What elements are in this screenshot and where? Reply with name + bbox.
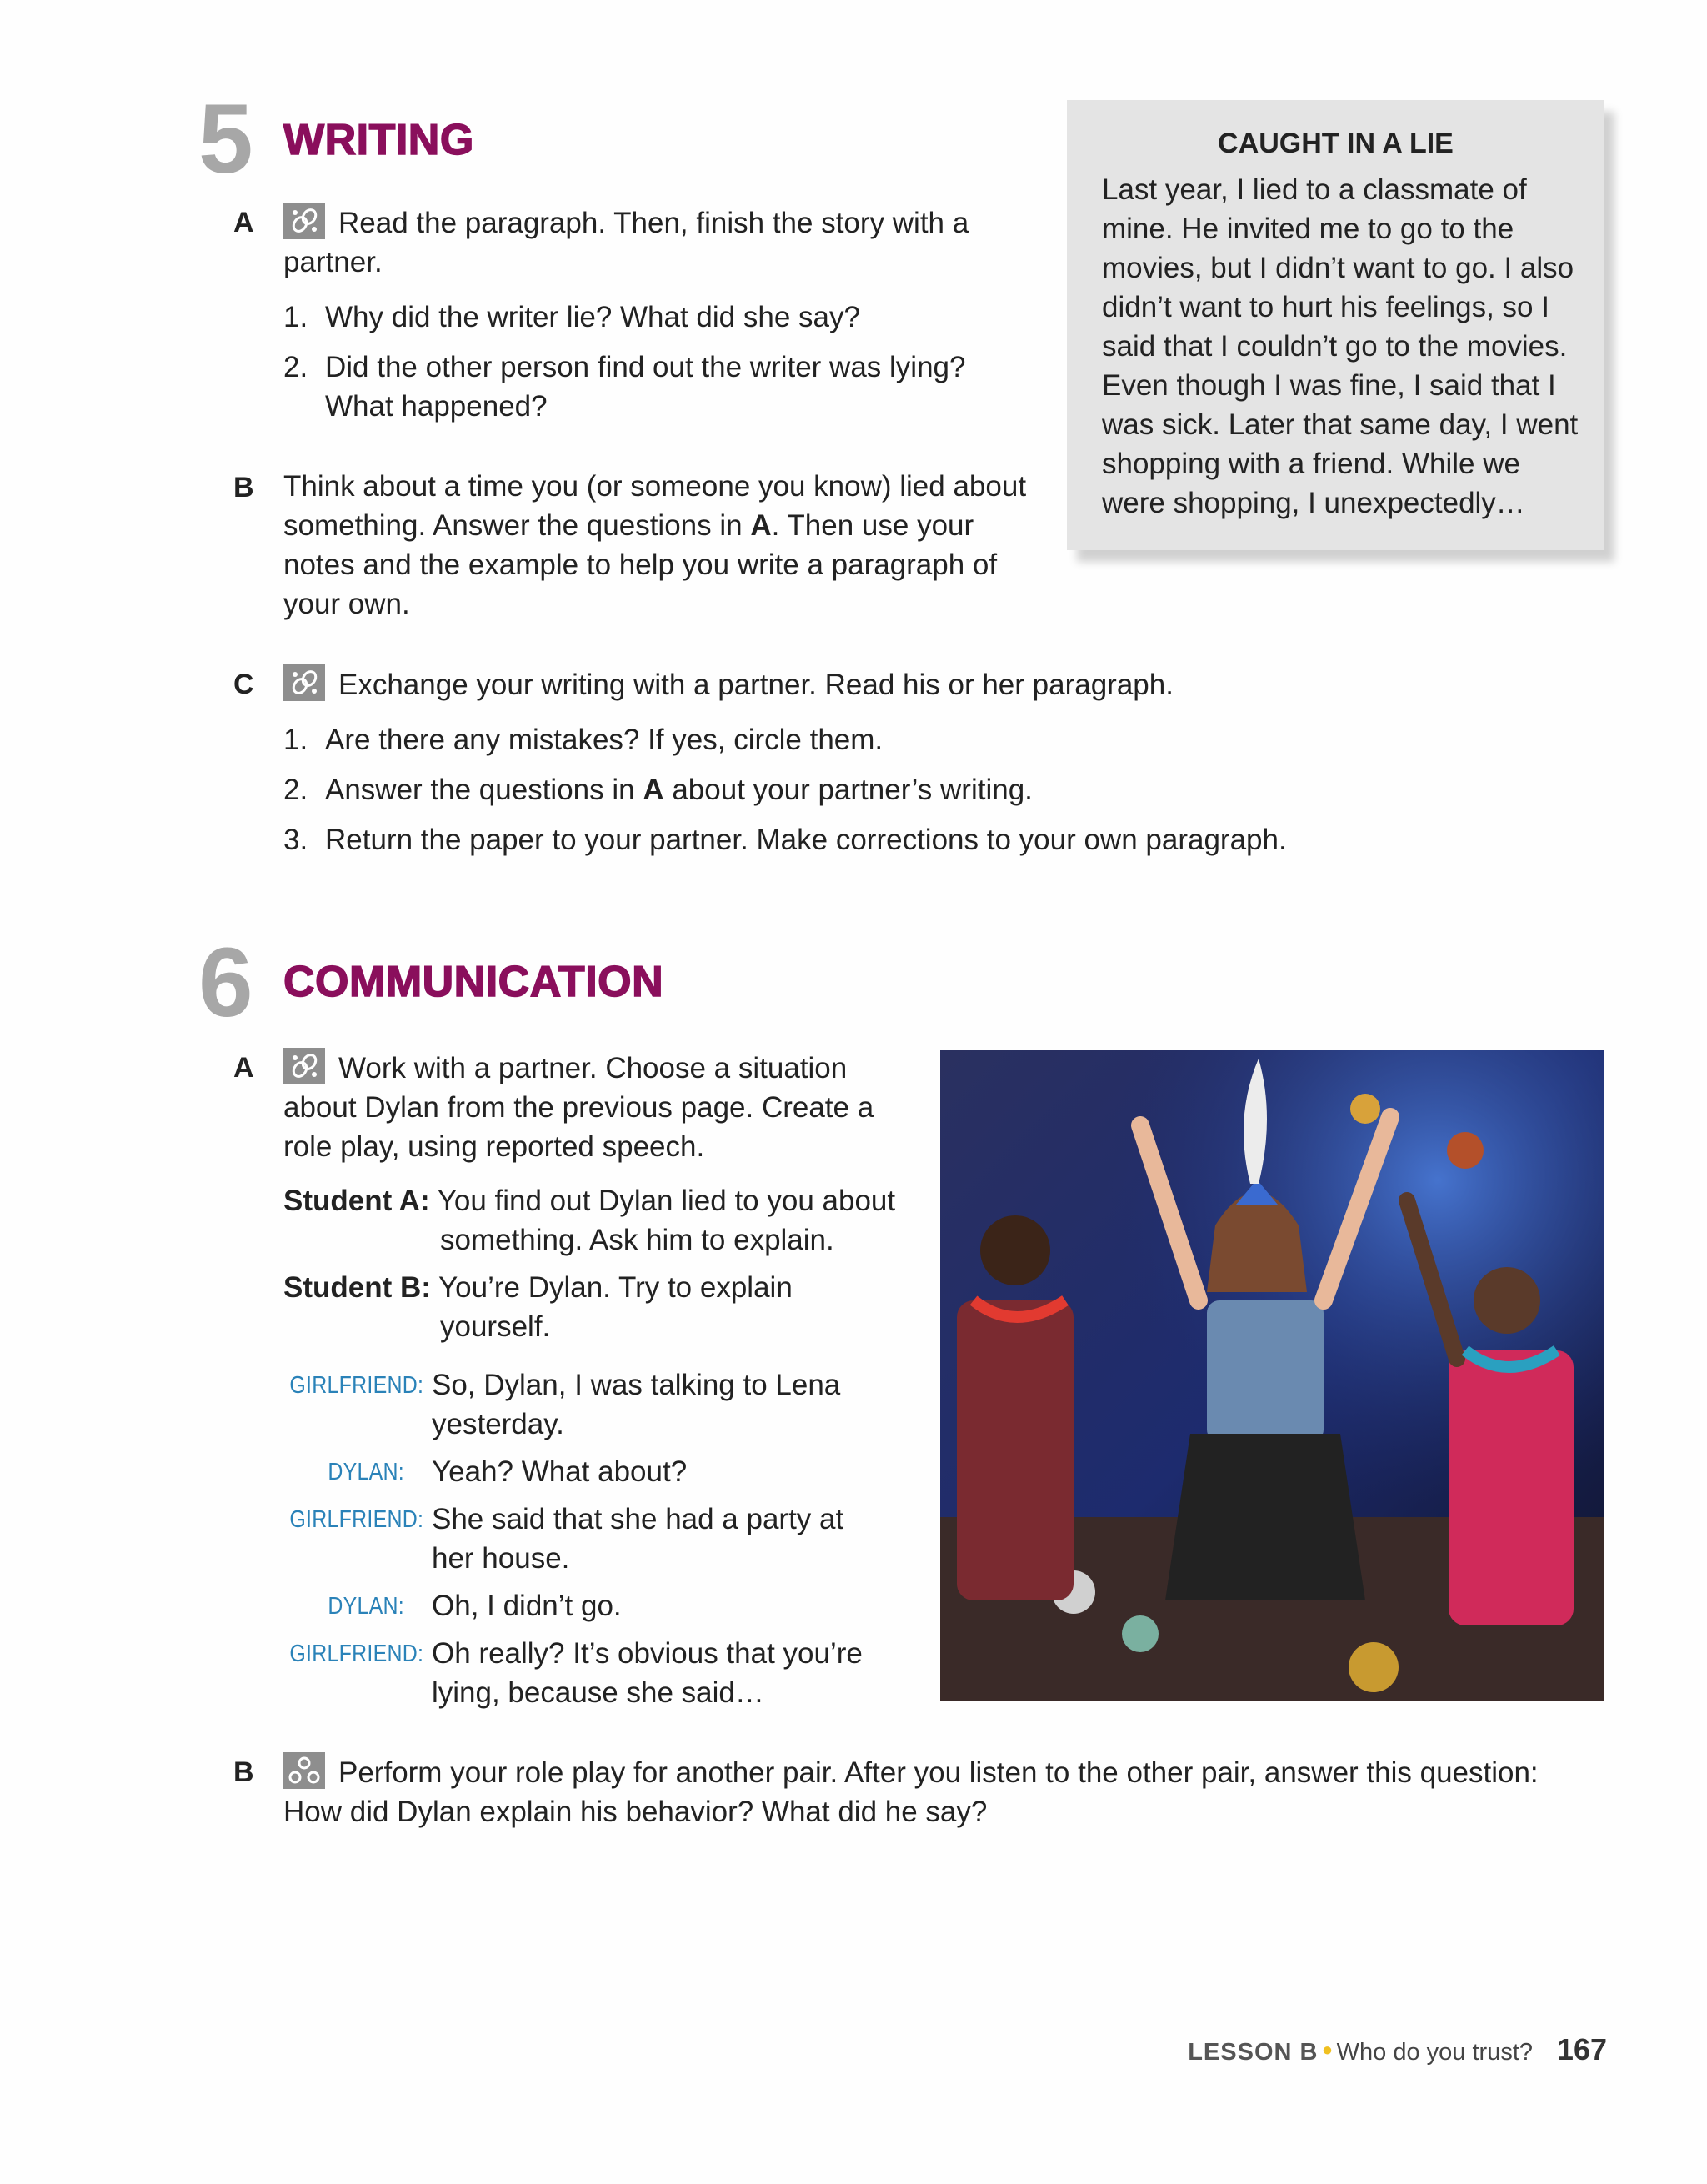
callout-line: Last year, I lied to a classmate of [1102, 173, 1527, 206]
section-title-communication: COMMUNICATION [283, 958, 664, 1006]
item-text-end: about your partner’s writing. [663, 774, 1033, 806]
speaker-label: GIRLFRIEND: [289, 1372, 424, 1399]
writing-b-line4: your own. [283, 588, 410, 620]
dialogue-line1: Oh, I didn’t go. [432, 1590, 622, 1622]
writing-c-instructions [283, 664, 1617, 704]
communication-b-instructions [283, 1752, 1634, 1831]
writing-c-text: Exchange your writing with a partner. Read his or her paragraph. [338, 669, 1174, 701]
section-number-6: 6 [198, 928, 250, 1038]
item-letter-a: A [233, 207, 254, 238]
dialogue-line [275, 1365, 925, 1452]
item-letter-b: B [233, 1756, 254, 1788]
dialogue-line [275, 1586, 925, 1634]
question-text: Why did the writer lie? What did she say? [325, 301, 860, 333]
item-text: Answer the questions in [325, 774, 643, 806]
dialogue-text [432, 1500, 843, 1578]
list-number: 2. [283, 774, 308, 806]
role-text-cont: something. Ask him to explain. [440, 1224, 834, 1256]
list-item [283, 820, 1617, 859]
writing-c-items [283, 720, 1617, 870]
role-student-b [283, 1268, 934, 1346]
page-footer [1188, 2032, 1607, 2067]
dialogue-line2: yesterday. [432, 1408, 564, 1440]
party-photo-illustration [940, 1050, 1604, 1701]
callout-line: was sick. Later that same day, I went [1102, 408, 1579, 441]
communication-a-line3: role play, using reported speech. [283, 1130, 705, 1163]
speaker-label: DYLAN: [328, 1593, 404, 1620]
party-photo [940, 1050, 1604, 1701]
list-number: 2. [283, 351, 308, 383]
role-text: You’re Dylan. Try to explain [438, 1271, 793, 1304]
communication-a-instructions [283, 1048, 925, 1166]
question-text: Did the other person find out the writer was lying? [325, 351, 966, 383]
dialogue-text [432, 1365, 840, 1444]
writing-a-line2: partner. [283, 246, 383, 278]
pair-work-icon [283, 203, 325, 239]
writing-a-line1: Read the paragraph. Then, finish the story with a [338, 207, 969, 239]
bold-ref: A [643, 774, 664, 806]
item-letter-a: A [233, 1052, 254, 1084]
section-number-5: 5 [198, 84, 250, 194]
dialogue-text [432, 1452, 687, 1491]
writing-a-questions [283, 298, 1017, 437]
list-number: 1. [283, 724, 308, 756]
role-student-a [283, 1181, 934, 1260]
page-number: 167 [1556, 2032, 1607, 2066]
dialogue-line2: lying, because she said… [432, 1676, 764, 1709]
question-text-cont: What happened? [325, 390, 548, 423]
item-text: Are there any mistakes? If yes, circle them. [325, 724, 884, 756]
list-item [283, 720, 1617, 759]
writing-b-line2: something. Answer the questions in [283, 509, 751, 542]
item-text: Return the paper to your partner. Make corrections to your own paragraph. [325, 824, 1287, 856]
callout-line: were shopping, I unexpectedly… [1102, 487, 1525, 519]
writing-b-line3: notes and the example to help you write a paragraph of [283, 549, 998, 581]
speaker-label: GIRLFRIEND: [289, 1506, 424, 1533]
dialogue-line1: She said that she had a party at [432, 1503, 844, 1535]
section-title-writing: WRITING [283, 116, 474, 164]
item-letter-b: B [233, 472, 254, 503]
footer-lesson-title: Who do you trust? [1336, 2039, 1534, 2066]
pair-work-icon [283, 1048, 325, 1084]
callout-line: mine. He invited me to go to the [1102, 213, 1514, 245]
communication-a-line1: Work with a partner. Choose a situation [338, 1052, 848, 1084]
group-work-icon [283, 1752, 325, 1789]
writing-b-line1: Think about a time you (or someone you know) lied about [283, 470, 1027, 503]
writing-b-line2-end: . Then use your [771, 509, 974, 542]
writing-b-instructions [283, 467, 1050, 624]
bold-ref: A [750, 509, 772, 542]
list-number: 1. [283, 301, 308, 333]
dialogue-line [275, 1452, 925, 1500]
dialogue-text [432, 1586, 622, 1625]
role-label: Student A: [283, 1185, 430, 1217]
dialogue-text [432, 1634, 863, 1712]
writing-a-instructions [283, 203, 1017, 282]
callout-line: movies, but I didn’t want to go. I also [1102, 252, 1574, 284]
dialogue-line1: So, Dylan, I was talking to Lena [432, 1369, 841, 1401]
callout-title: CAUGHT IN A LIE [1218, 128, 1454, 159]
caught-in-a-lie-box [1067, 100, 1604, 550]
speaker-label: GIRLFRIEND: [289, 1641, 424, 1667]
footer-lesson-label: LESSON B [1188, 2039, 1319, 2066]
communication-b-line2: How did Dylan explain his behavior? What did he say? [283, 1796, 988, 1828]
communication-b-line1: Perform your role play for another pair. After you listen to the other pair, answer this question: [338, 1756, 1539, 1789]
bullet-dot-icon: ● [1321, 2039, 1334, 2060]
speaker-label: DYLAN: [328, 1459, 404, 1485]
list-item [283, 298, 1017, 337]
callout-line: said that I couldn’t go to the movies. [1102, 330, 1568, 363]
role-text-cont: yourself. [440, 1310, 551, 1343]
list-number: 3. [283, 824, 308, 856]
callout-line: shopping with a friend. While we [1102, 448, 1520, 480]
communication-a-line2: about Dylan from the previous page. Create a [283, 1091, 874, 1124]
callout-text [1102, 170, 1604, 523]
list-item [283, 348, 1017, 426]
dialogue-line1: Yeah? What about? [432, 1455, 688, 1488]
dialogue [275, 1365, 925, 1721]
callout-line: Even though I was fine, I said that I [1102, 369, 1556, 402]
item-letter-c: C [233, 669, 254, 700]
dialogue-line2: her house. [432, 1542, 570, 1575]
dialogue-line [275, 1634, 925, 1721]
role-text: You find out Dylan lied to you about [437, 1185, 896, 1217]
role-label: Student B: [283, 1271, 431, 1304]
list-item [283, 770, 1617, 809]
callout-line: didn’t want to hurt his feelings, so I [1102, 291, 1549, 323]
dialogue-line1: Oh really? It’s obvious that you’re [432, 1637, 863, 1670]
pair-work-icon [283, 664, 325, 701]
dialogue-line [275, 1500, 925, 1586]
